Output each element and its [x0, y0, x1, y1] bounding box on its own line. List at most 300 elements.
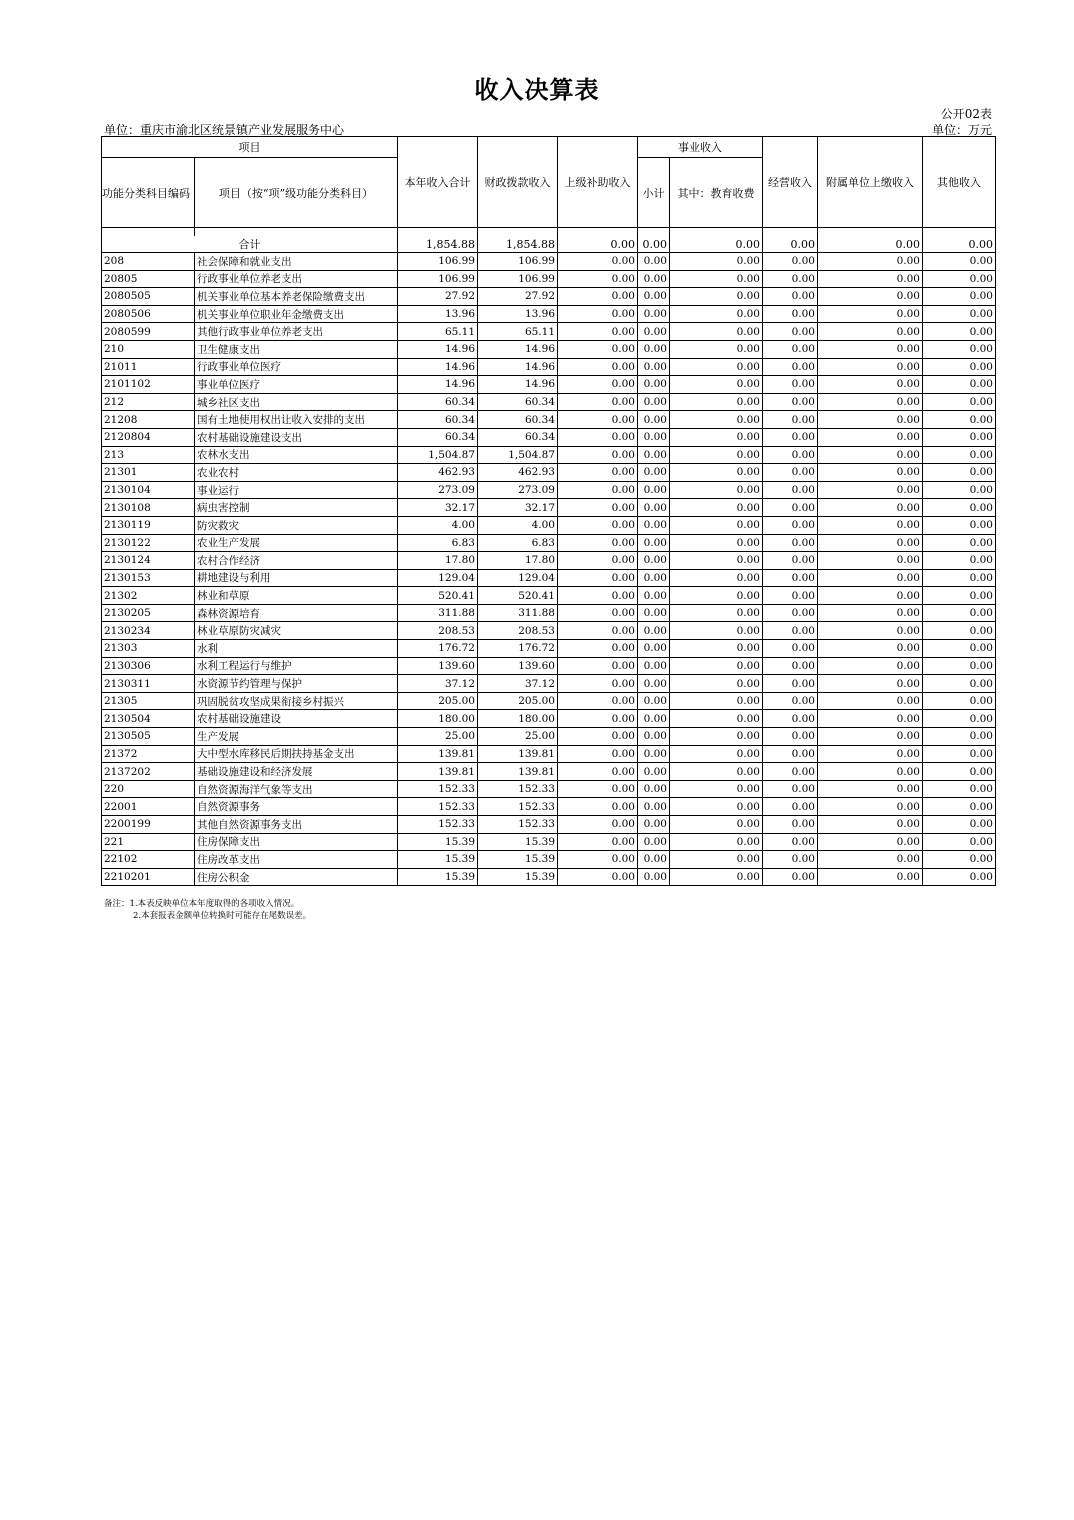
row-value: 0.00 — [923, 798, 996, 816]
row-value: 0.00 — [923, 358, 996, 376]
cell: 0.00 — [763, 236, 818, 253]
row-value: 0.00 — [763, 728, 818, 746]
table-body — [102, 253, 996, 886]
row-value: 0.00 — [763, 411, 818, 429]
row-name: 水利工程运行与维护 — [195, 657, 398, 675]
row-value: 311.88 — [398, 604, 478, 622]
row-name: 自然资源事务 — [195, 798, 398, 816]
header-name: 项目（按“项”级功能分类科目） — [195, 158, 398, 228]
row-value: 520.41 — [398, 587, 478, 605]
row-value: 129.04 — [478, 569, 558, 587]
row-name: 机关事业单位职业年金缴费支出 — [195, 305, 398, 323]
row-value: 176.72 — [398, 640, 478, 658]
row-value: 0.00 — [670, 305, 763, 323]
row-value: 0.00 — [670, 446, 763, 464]
table-row — [102, 763, 996, 781]
row-value: 0.00 — [638, 622, 670, 640]
row-value: 0.00 — [638, 604, 670, 622]
row-value: 15.39 — [398, 833, 478, 851]
row-code: 2130311 — [102, 675, 195, 693]
row-value: 0.00 — [763, 816, 818, 834]
table-row — [102, 253, 996, 271]
total-label: 合计 — [102, 236, 398, 253]
row-value: 0.00 — [558, 253, 638, 271]
row-value: 0.00 — [923, 481, 996, 499]
row-value: 0.00 — [923, 552, 996, 570]
row-value: 60.34 — [478, 428, 558, 446]
row-name: 农业农村 — [195, 464, 398, 482]
row-value: 0.00 — [923, 587, 996, 605]
row-value: 0.00 — [558, 833, 638, 851]
row-value: 0.00 — [818, 376, 923, 394]
table-row — [102, 340, 996, 358]
row-value: 139.81 — [478, 745, 558, 763]
income-table — [101, 136, 996, 886]
row-value: 0.00 — [638, 851, 670, 869]
row-value: 0.00 — [818, 464, 923, 482]
row-value: 152.33 — [478, 798, 558, 816]
row-name: 住房改革支出 — [195, 851, 398, 869]
row-value: 0.00 — [818, 657, 923, 675]
row-name: 行政事业单位养老支出 — [195, 270, 398, 288]
row-value: 0.00 — [763, 675, 818, 693]
row-value: 14.96 — [478, 376, 558, 394]
row-value: 311.88 — [478, 604, 558, 622]
row-value: 0.00 — [638, 323, 670, 341]
row-value: 0.00 — [763, 270, 818, 288]
row-value: 14.96 — [478, 358, 558, 376]
row-value: 0.00 — [818, 833, 923, 851]
table-row — [102, 358, 996, 376]
row-value: 0.00 — [670, 798, 763, 816]
cell: 0.00 — [638, 236, 670, 253]
row-value: 65.11 — [478, 323, 558, 341]
row-value: 0.00 — [818, 516, 923, 534]
row-value: 0.00 — [670, 763, 763, 781]
row-value: 0.00 — [670, 833, 763, 851]
row-value: 0.00 — [923, 816, 996, 834]
table-row — [102, 816, 996, 834]
row-value: 0.00 — [923, 464, 996, 482]
row-code: 2210201 — [102, 868, 195, 886]
row-value: 0.00 — [638, 340, 670, 358]
row-name: 国有土地使用权出让收入安排的支出 — [195, 411, 398, 429]
row-value: 0.00 — [818, 499, 923, 517]
row-name: 城乡社区支出 — [195, 393, 398, 411]
row-value: 208.53 — [398, 622, 478, 640]
row-name: 林业和草原 — [195, 587, 398, 605]
row-value: 0.00 — [763, 640, 818, 658]
row-value: 0.00 — [558, 798, 638, 816]
row-value: 0.00 — [818, 270, 923, 288]
row-value: 0.00 — [923, 323, 996, 341]
row-value: 0.00 — [638, 288, 670, 306]
table-row — [102, 376, 996, 394]
row-code: 2130153 — [102, 569, 195, 587]
row-value: 0.00 — [763, 868, 818, 886]
row-value: 0.00 — [558, 323, 638, 341]
row-value: 0.00 — [670, 411, 763, 429]
row-code: 2130505 — [102, 728, 195, 746]
cell: 1,854.88 — [478, 236, 558, 253]
row-value: 462.93 — [398, 464, 478, 482]
row-code: 210 — [102, 340, 195, 358]
row-name: 农村基础设施建设 — [195, 710, 398, 728]
row-value: 0.00 — [763, 692, 818, 710]
row-code: 21372 — [102, 745, 195, 763]
row-value: 15.39 — [478, 868, 558, 886]
total-row — [102, 236, 996, 253]
table-row — [102, 622, 996, 640]
row-value: 0.00 — [558, 552, 638, 570]
row-value: 0.00 — [638, 305, 670, 323]
row-value: 0.00 — [638, 798, 670, 816]
row-value: 0.00 — [818, 587, 923, 605]
row-name: 其他自然资源事务支出 — [195, 816, 398, 834]
row-code: 2137202 — [102, 763, 195, 781]
row-value: 0.00 — [923, 780, 996, 798]
table-row — [102, 481, 996, 499]
row-value: 0.00 — [670, 323, 763, 341]
row-value: 60.34 — [398, 411, 478, 429]
row-value: 0.00 — [923, 516, 996, 534]
row-value: 0.00 — [558, 516, 638, 534]
row-value: 0.00 — [670, 569, 763, 587]
table-row — [102, 534, 996, 552]
row-code: 2080599 — [102, 323, 195, 341]
row-value: 0.00 — [558, 569, 638, 587]
row-code: 2200199 — [102, 816, 195, 834]
row-value: 0.00 — [638, 816, 670, 834]
row-value: 0.00 — [923, 393, 996, 411]
row-value: 0.00 — [638, 692, 670, 710]
row-value: 60.34 — [398, 428, 478, 446]
row-value: 0.00 — [818, 622, 923, 640]
row-value: 17.80 — [398, 552, 478, 570]
table-row — [102, 288, 996, 306]
row-value: 0.00 — [763, 657, 818, 675]
row-value: 37.12 — [398, 675, 478, 693]
row-value: 0.00 — [670, 780, 763, 798]
row-value: 25.00 — [398, 728, 478, 746]
table-row — [102, 728, 996, 746]
row-value: 0.00 — [763, 288, 818, 306]
row-name: 基础设施建设和经济发展 — [195, 763, 398, 781]
row-value: 0.00 — [818, 780, 923, 798]
row-value: 0.00 — [670, 657, 763, 675]
row-code: 22102 — [102, 851, 195, 869]
row-value: 0.00 — [818, 288, 923, 306]
row-value: 0.00 — [923, 569, 996, 587]
row-value: 0.00 — [638, 481, 670, 499]
row-value: 0.00 — [923, 692, 996, 710]
row-value: 180.00 — [478, 710, 558, 728]
row-value: 0.00 — [923, 376, 996, 394]
row-value: 14.96 — [478, 340, 558, 358]
row-value: 0.00 — [670, 816, 763, 834]
row-name: 农业生产发展 — [195, 534, 398, 552]
table-row — [102, 780, 996, 798]
row-value: 15.39 — [398, 851, 478, 869]
header-affiliated: 附属单位上缴收入 — [818, 137, 923, 228]
row-value: 0.00 — [818, 552, 923, 570]
row-value: 32.17 — [478, 499, 558, 517]
row-value: 180.00 — [398, 710, 478, 728]
row-value: 0.00 — [763, 763, 818, 781]
row-code: 212 — [102, 393, 195, 411]
table-row — [102, 569, 996, 587]
row-value: 0.00 — [923, 851, 996, 869]
row-value: 0.00 — [558, 816, 638, 834]
row-name: 住房保障支出 — [195, 833, 398, 851]
table-row — [102, 323, 996, 341]
row-value: 0.00 — [923, 288, 996, 306]
row-value: 0.00 — [923, 534, 996, 552]
row-value: 0.00 — [818, 868, 923, 886]
row-value: 25.00 — [478, 728, 558, 746]
row-name: 农林水支出 — [195, 446, 398, 464]
row-value: 139.60 — [478, 657, 558, 675]
row-value: 520.41 — [478, 587, 558, 605]
row-value: 152.33 — [478, 816, 558, 834]
row-value: 0.00 — [558, 305, 638, 323]
row-value: 0.00 — [818, 569, 923, 587]
row-value: 0.00 — [638, 675, 670, 693]
row-value: 0.00 — [558, 604, 638, 622]
row-value: 0.00 — [763, 552, 818, 570]
row-value: 0.00 — [558, 358, 638, 376]
table-row — [102, 710, 996, 728]
table-row — [102, 745, 996, 763]
row-code: 21302 — [102, 587, 195, 605]
row-code: 208 — [102, 253, 195, 271]
row-code: 2101102 — [102, 376, 195, 394]
table-row — [102, 833, 996, 851]
row-value: 152.33 — [398, 780, 478, 798]
row-value: 0.00 — [638, 270, 670, 288]
row-value: 0.00 — [923, 640, 996, 658]
row-value: 0.00 — [670, 516, 763, 534]
row-value: 0.00 — [763, 464, 818, 482]
table-code: 公开02表 — [940, 107, 992, 121]
row-value: 0.00 — [558, 640, 638, 658]
row-value: 139.81 — [398, 763, 478, 781]
row-value: 0.00 — [763, 534, 818, 552]
row-value: 0.00 — [763, 851, 818, 869]
row-value: 0.00 — [818, 816, 923, 834]
row-code: 2130234 — [102, 622, 195, 640]
row-value: 0.00 — [923, 253, 996, 271]
row-name: 耕地建设与利用 — [195, 569, 398, 587]
row-value: 0.00 — [818, 393, 923, 411]
row-code: 2130205 — [102, 604, 195, 622]
table-row — [102, 798, 996, 816]
row-name: 巩固脱贫攻坚成果衔接乡村振兴 — [195, 692, 398, 710]
row-value: 0.00 — [670, 253, 763, 271]
table-row — [102, 692, 996, 710]
row-name: 农村合作经济 — [195, 552, 398, 570]
row-name: 水利 — [195, 640, 398, 658]
row-name: 农村基础设施建设支出 — [195, 428, 398, 446]
row-name: 病虫害控制 — [195, 499, 398, 517]
row-name: 社会保障和就业支出 — [195, 253, 398, 271]
row-value: 0.00 — [763, 358, 818, 376]
row-value: 0.00 — [670, 393, 763, 411]
row-value: 0.00 — [818, 340, 923, 358]
note-2: 2.本套报表金额单位转换时可能存在尾数误差。 — [133, 911, 312, 921]
row-value: 17.80 — [478, 552, 558, 570]
row-value: 0.00 — [638, 640, 670, 658]
row-name: 其他行政事业单位养老支出 — [195, 323, 398, 341]
row-value: 6.83 — [398, 534, 478, 552]
row-value: 0.00 — [638, 428, 670, 446]
row-value: 0.00 — [923, 728, 996, 746]
row-value: 0.00 — [558, 446, 638, 464]
row-value: 0.00 — [638, 569, 670, 587]
row-value: 0.00 — [763, 305, 818, 323]
row-value: 0.00 — [638, 833, 670, 851]
row-value: 205.00 — [398, 692, 478, 710]
row-value: 0.00 — [638, 464, 670, 482]
row-value: 0.00 — [558, 692, 638, 710]
row-value: 6.83 — [478, 534, 558, 552]
row-value: 0.00 — [923, 428, 996, 446]
row-value: 0.00 — [763, 323, 818, 341]
row-value: 0.00 — [763, 587, 818, 605]
header-item: 项目 — [102, 137, 398, 158]
row-value: 0.00 — [558, 340, 638, 358]
row-value: 0.00 — [670, 340, 763, 358]
cell: 0.00 — [670, 236, 763, 253]
row-value: 0.00 — [558, 587, 638, 605]
row-name: 事业单位医疗 — [195, 376, 398, 394]
row-value: 0.00 — [558, 481, 638, 499]
page-title: 收入决算表 — [474, 75, 600, 104]
row-code: 21305 — [102, 692, 195, 710]
row-value: 106.99 — [398, 253, 478, 271]
row-value: 139.81 — [478, 763, 558, 781]
row-value: 106.99 — [478, 270, 558, 288]
row-value: 60.34 — [478, 411, 558, 429]
row-value: 0.00 — [638, 657, 670, 675]
row-value: 0.00 — [818, 481, 923, 499]
header-education: 其中：教育收费 — [670, 158, 763, 228]
row-code: 2130306 — [102, 657, 195, 675]
cell: 0.00 — [558, 236, 638, 253]
row-value: 0.00 — [670, 587, 763, 605]
row-value: 0.00 — [558, 675, 638, 693]
row-value: 0.00 — [763, 798, 818, 816]
row-value: 0.00 — [638, 499, 670, 517]
row-value: 0.00 — [923, 604, 996, 622]
row-value: 0.00 — [638, 411, 670, 429]
row-value: 0.00 — [818, 411, 923, 429]
row-value: 205.00 — [478, 692, 558, 710]
row-value: 152.33 — [398, 798, 478, 816]
row-value: 0.00 — [818, 692, 923, 710]
row-value: 0.00 — [638, 393, 670, 411]
row-code: 20805 — [102, 270, 195, 288]
row-value: 106.99 — [478, 253, 558, 271]
row-value: 273.09 — [478, 481, 558, 499]
row-value: 0.00 — [670, 464, 763, 482]
table-row — [102, 446, 996, 464]
row-value: 27.92 — [478, 288, 558, 306]
row-code: 21301 — [102, 464, 195, 482]
table-row — [102, 675, 996, 693]
row-code: 22001 — [102, 798, 195, 816]
row-value: 0.00 — [638, 780, 670, 798]
row-code: 2130124 — [102, 552, 195, 570]
row-value: 37.12 — [478, 675, 558, 693]
row-code: 2080506 — [102, 305, 195, 323]
table-row — [102, 640, 996, 658]
row-value: 0.00 — [818, 798, 923, 816]
row-value: 273.09 — [398, 481, 478, 499]
row-value: 0.00 — [818, 728, 923, 746]
row-value: 0.00 — [558, 710, 638, 728]
row-value: 0.00 — [670, 481, 763, 499]
row-value: 60.34 — [478, 393, 558, 411]
row-value: 0.00 — [923, 710, 996, 728]
row-code: 2130504 — [102, 710, 195, 728]
row-value: 0.00 — [763, 376, 818, 394]
row-value: 0.00 — [670, 428, 763, 446]
note-1: 备注：1.本表反映单位本年度取得的各项收入情况。 — [104, 899, 300, 909]
header-code: 功能分类科目编码 — [102, 158, 195, 228]
row-value: 0.00 — [923, 270, 996, 288]
row-value: 0.00 — [763, 516, 818, 534]
row-value: 14.96 — [398, 340, 478, 358]
row-name: 生产发展 — [195, 728, 398, 746]
table-row — [102, 393, 996, 411]
table-row — [102, 868, 996, 886]
row-name: 水资源节约管理与保护 — [195, 675, 398, 693]
row-value: 0.00 — [763, 393, 818, 411]
row-code: 21208 — [102, 411, 195, 429]
row-value: 0.00 — [670, 640, 763, 658]
row-value: 0.00 — [818, 763, 923, 781]
row-value: 15.39 — [478, 833, 558, 851]
row-value: 0.00 — [670, 728, 763, 746]
row-code: 21303 — [102, 640, 195, 658]
row-value: 14.96 — [398, 358, 478, 376]
row-value: 0.00 — [923, 657, 996, 675]
notes — [104, 898, 311, 922]
row-value: 0.00 — [763, 833, 818, 851]
header-total: 本年收入合计 — [398, 137, 478, 228]
row-value: 27.92 — [398, 288, 478, 306]
row-value: 0.00 — [670, 288, 763, 306]
row-value: 0.00 — [670, 622, 763, 640]
row-value: 0.00 — [638, 868, 670, 886]
row-value: 0.00 — [923, 340, 996, 358]
row-value: 0.00 — [670, 376, 763, 394]
row-value: 0.00 — [670, 270, 763, 288]
table-row — [102, 851, 996, 869]
row-name: 卫生健康支出 — [195, 340, 398, 358]
row-value: 0.00 — [763, 622, 818, 640]
row-value: 0.00 — [818, 745, 923, 763]
row-value: 0.00 — [670, 499, 763, 517]
table-row — [102, 428, 996, 446]
row-value: 0.00 — [638, 763, 670, 781]
row-code: 2120804 — [102, 428, 195, 446]
row-value: 0.00 — [763, 499, 818, 517]
row-value: 0.00 — [923, 411, 996, 429]
row-value: 0.00 — [638, 587, 670, 605]
row-value: 0.00 — [558, 464, 638, 482]
